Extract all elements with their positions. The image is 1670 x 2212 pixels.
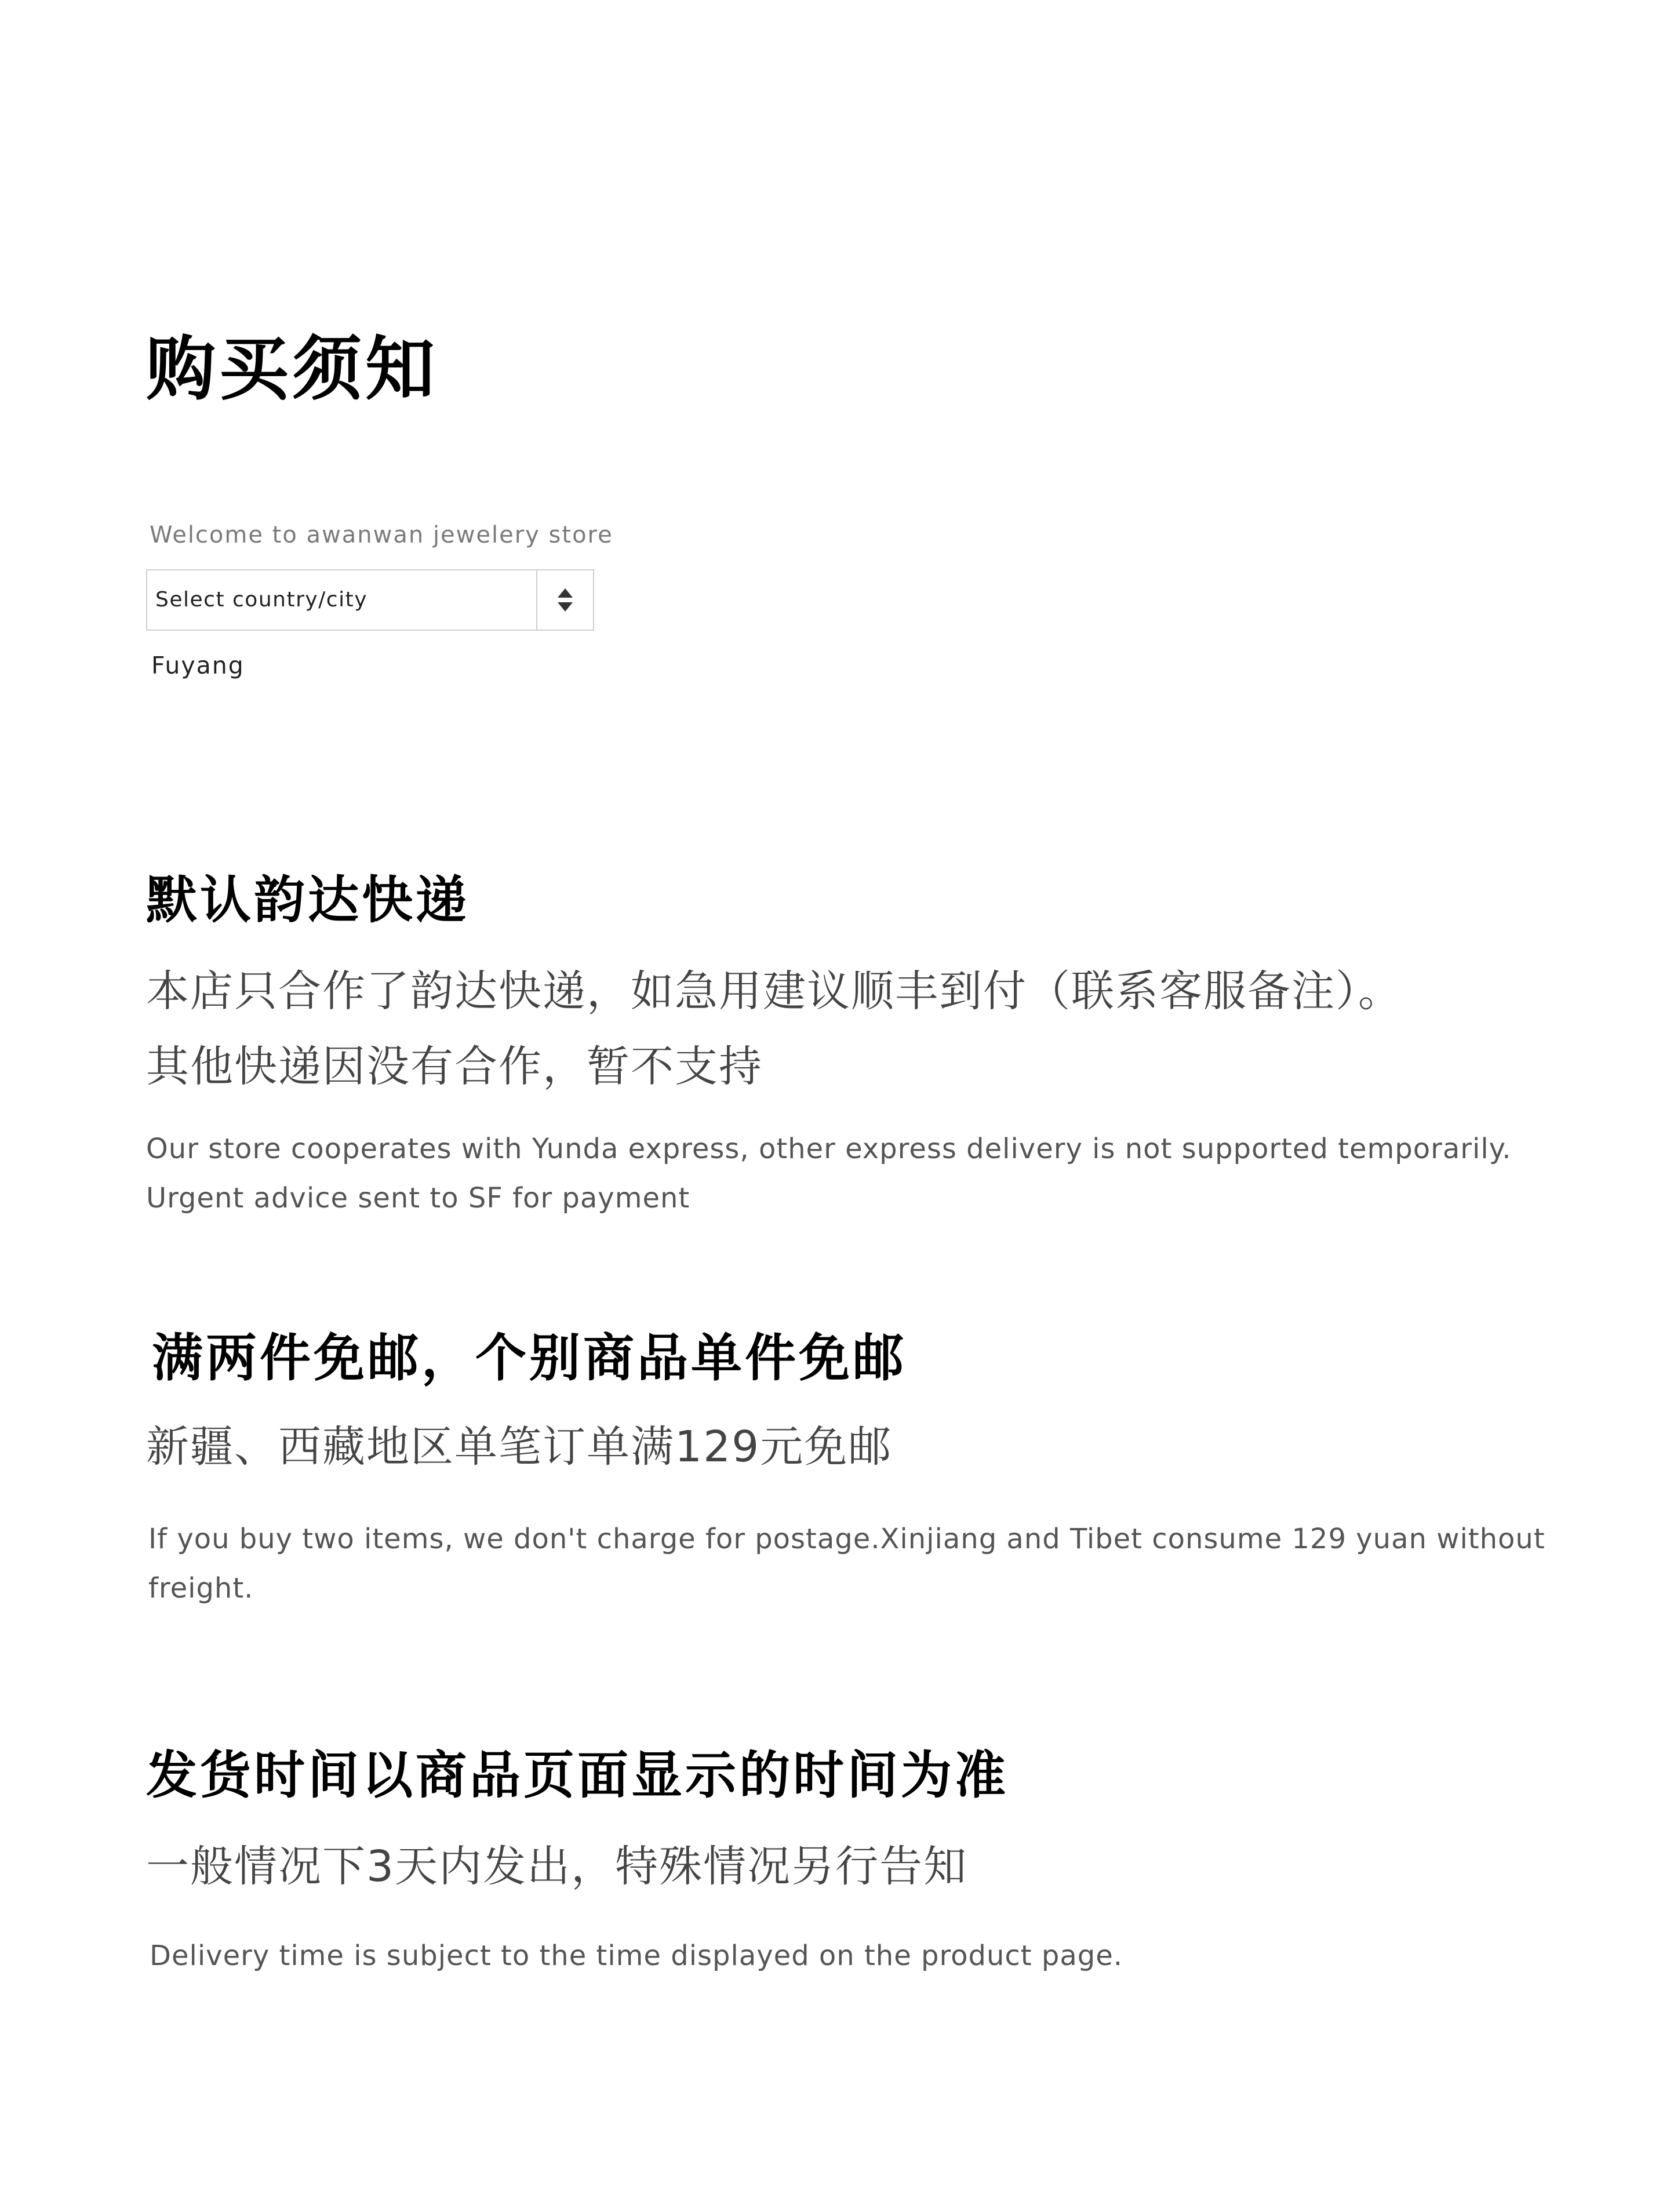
section-en-line: Our store cooperates with Yunda express, other express delivery is not supported temporarily. xyxy=(146,1133,1512,1165)
select-placeholder: Select country/city xyxy=(155,588,368,612)
section-cn-line: 一般情况下3天内发出，特殊情况另行告知 xyxy=(146,1842,968,1891)
section-heading-delivery-time: 发货时间以商品页面显示的时间为准 xyxy=(146,1745,1009,1805)
section-en-line: Delivery time is subject to the time displayed on the product page. xyxy=(150,1940,1123,1972)
select-toggle[interactable] xyxy=(536,570,593,630)
section-en-line: If you buy two items, we don't charge for postage.Xinjiang and Tibet consume 129 yuan without xyxy=(148,1523,1545,1555)
country-city-select[interactable] xyxy=(146,569,594,631)
section-cn-line: 其他快递因没有合作，暂不支持 xyxy=(146,1042,763,1092)
sort-arrows-icon xyxy=(556,586,574,614)
section-en-line: Urgent advice sent to SF for payment xyxy=(146,1182,690,1214)
section-en-line: freight. xyxy=(148,1572,254,1605)
section-heading-yunda: 默认韵达快递 xyxy=(146,870,470,930)
selected-city: Fuyang xyxy=(151,652,245,679)
section-heading-free-shipping: 满两件免邮，个别商品单件免邮 xyxy=(152,1328,907,1388)
welcome-text: Welcome to awanwan jewelery store xyxy=(150,522,613,548)
section-cn-line: 本店只合作了韵达快递，如急用建议顺丰到付（联系客服备注）。 xyxy=(146,966,1402,1016)
section-cn-line: 新疆、西藏地区单笔订单满129元免邮 xyxy=(146,1422,893,1472)
page-title: 购买须知 xyxy=(146,329,438,410)
